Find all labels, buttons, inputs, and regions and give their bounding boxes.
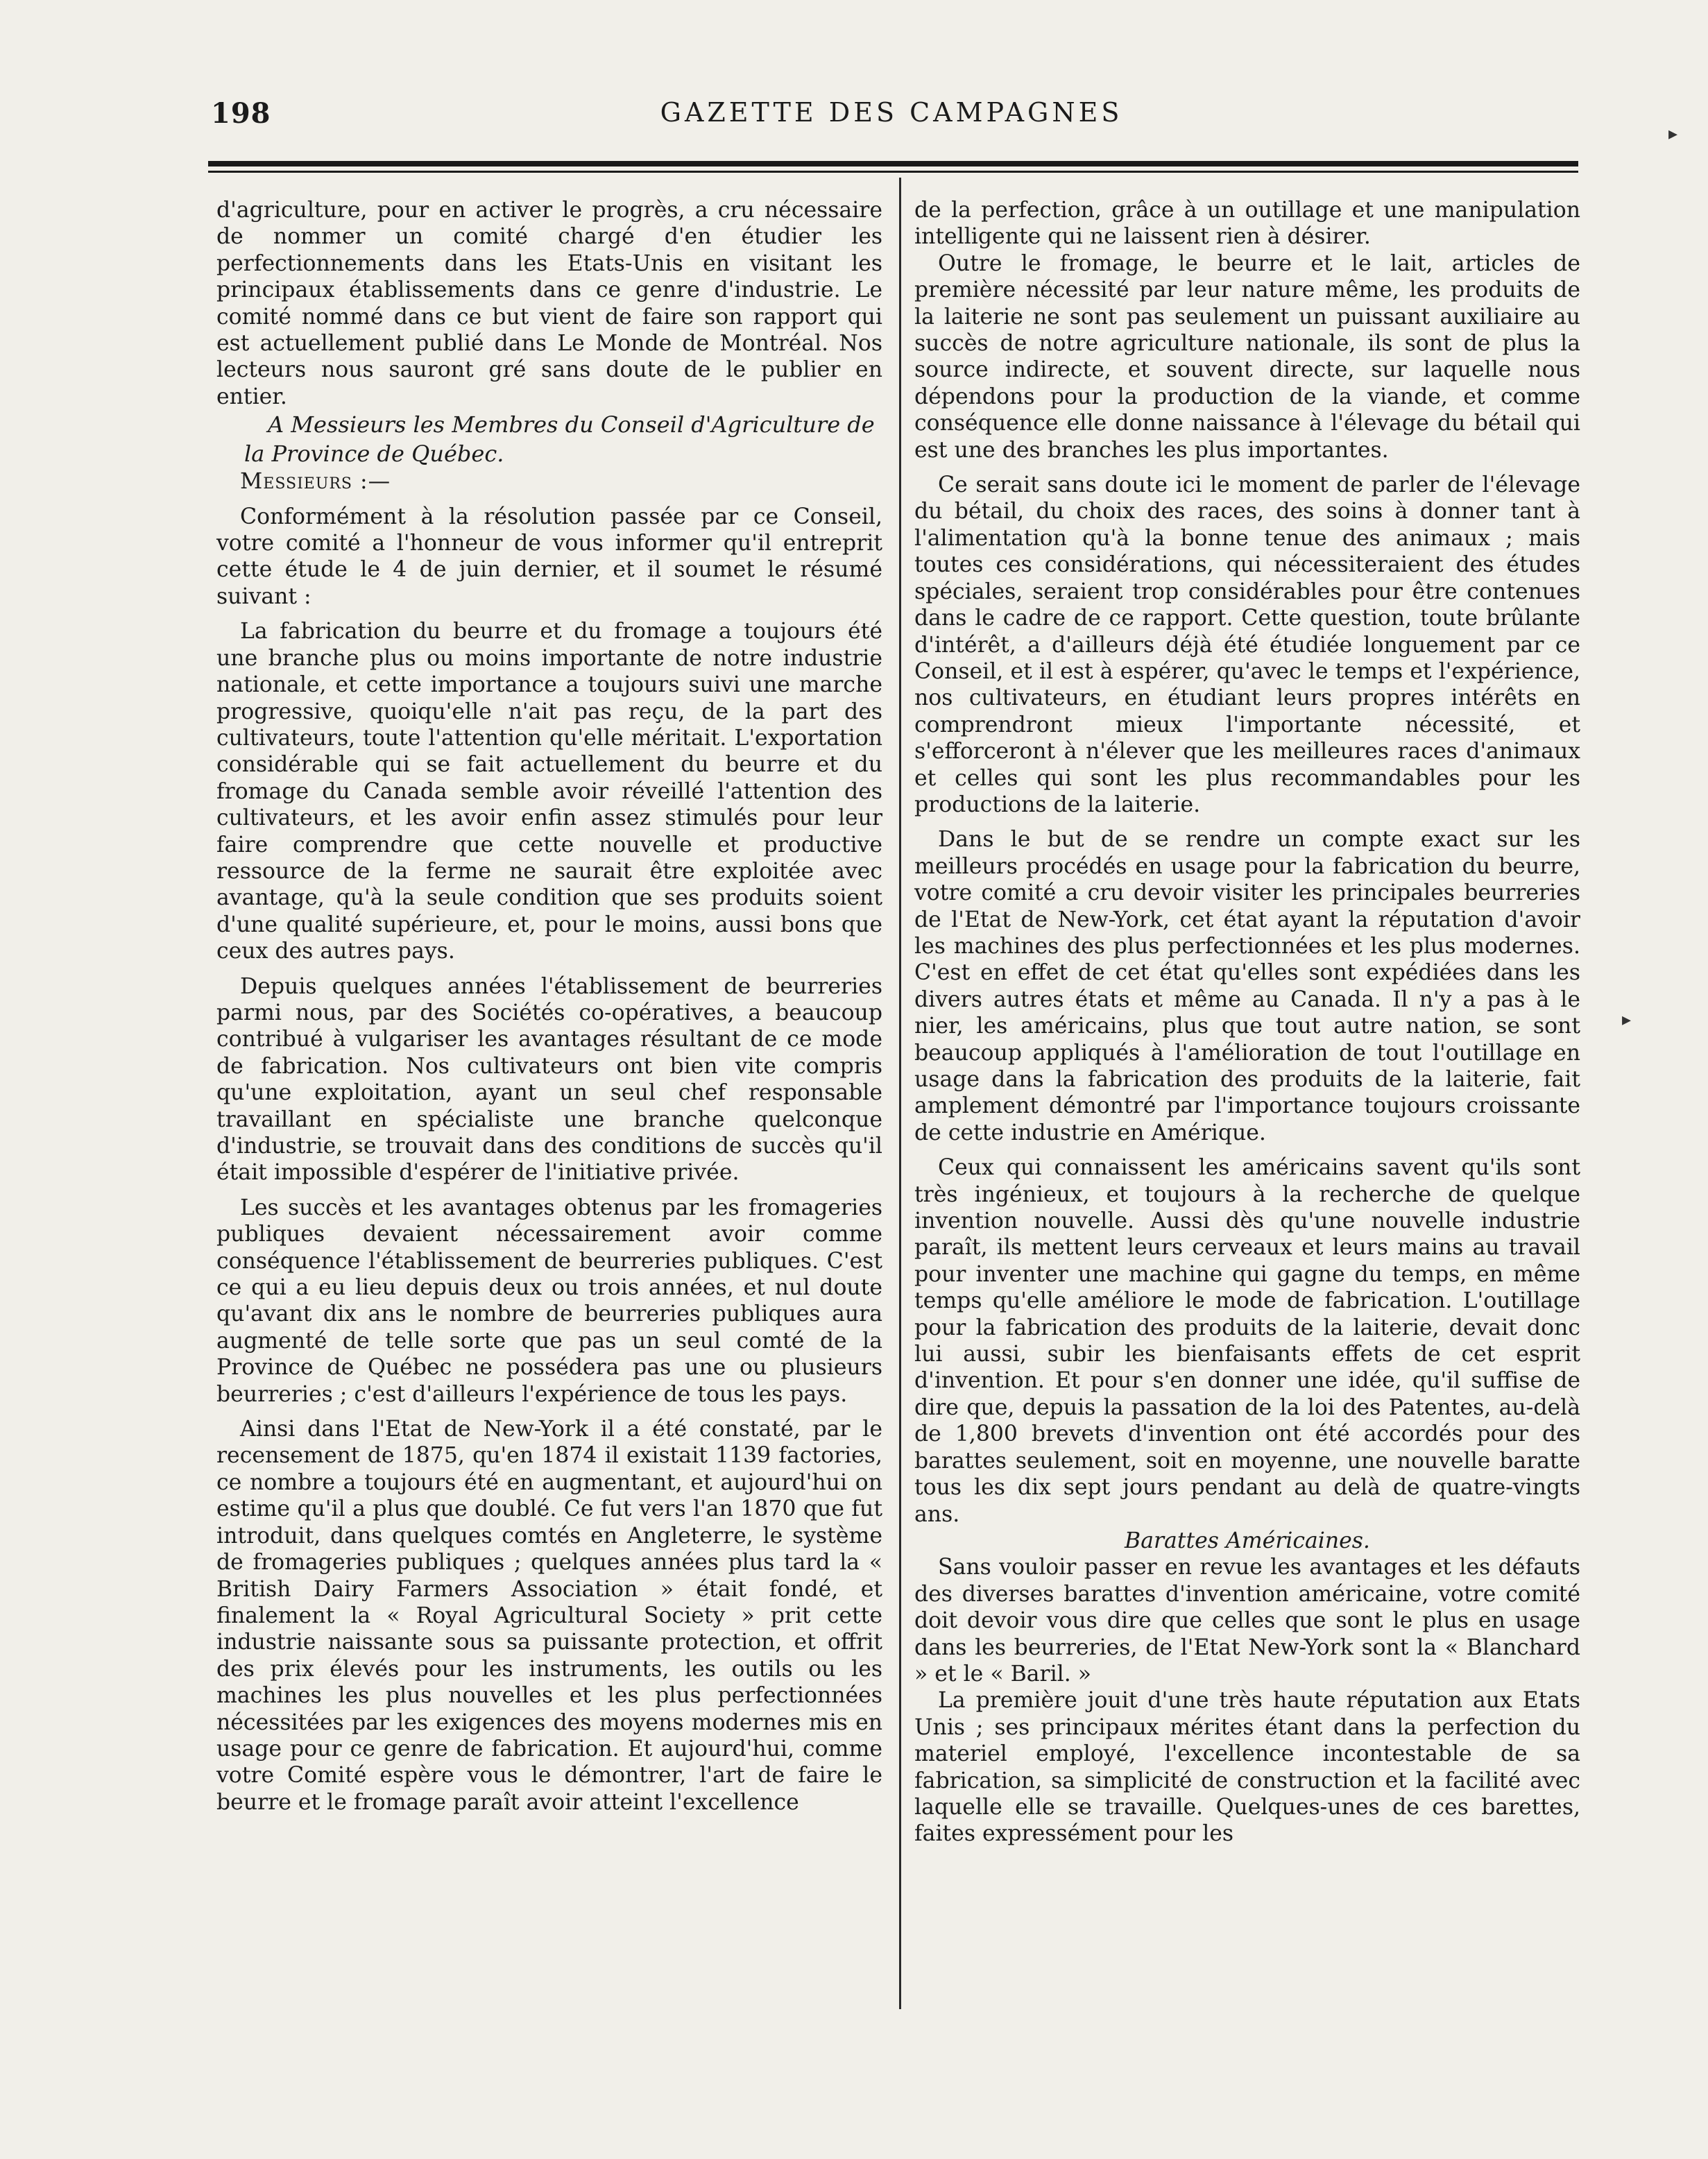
header-rule-thin bbox=[208, 171, 1578, 173]
body-paragraph: Conformément à la résolution passée par ce Conseil, votre comité a l'honneur de vous informer qu'il entreprit cette étude le 4 de juin dernier, et il soumet le résumé suivant : bbox=[216, 504, 882, 609]
left-column bbox=[216, 197, 882, 1816]
body-paragraph: Depuis quelques années l'établissement de beurreries parmi nous, par des Sociétés co-opératives, a beaucoup contribué à vulgariser les avantages résultant de ce mode de fabrication. Nos cultivateurs ont bien vite compris qu'une exploitation, ayant un seul chef responsable travaillant en spécialiste une branche quelconque d'industrie, se trouvait dans des conditions de succès qu'il était impossible d'espérer de l'initiative privée. bbox=[216, 973, 882, 1186]
margin-arrow-icon: ▸ bbox=[1622, 1009, 1632, 1030]
body-paragraph: Ce serait sans doute ici le moment de parler de l'élevage du bétail, du choix des races, des soins à donner tant à l'alimentation qu'à la bonne tenue des animaux ; mais toutes ces considérations, qui nécessiteraient des études spéciales, seraient trop considérables pour être contenues dans le cadre de ce rapport. Cette question, toute brûlante d'intérêt, a d'ailleurs déjà été étudiée longuement par ce Conseil, et il est à espérer, qu'avec le temps et l'expérience, nos cultivateurs, en étudiant leurs propres intérêts en comprendront mieux l'importante nécessité, et s'efforceront à n'élever que les meilleures races d'animaux et celles qui sont les plus recommandables pour les productions de la laiterie. bbox=[914, 472, 1580, 817]
section-subheading: Barattes Américaines. bbox=[1125, 1528, 1370, 1553]
body-paragraph: La fabrication du beurre et du fromage a toujours été une branche plus ou moins importante de notre industrie nationale, et cette importance a toujours suivi une marche progressive, quoiqu'elle n'ait pas reçu, de la part des cultivateurs, toute l'attention qu'elle méritait. L'exportation considérable qui se fait actuellement du beurre et du fromage du Canada semble avoir réveillé l'attention des cultivateurs, et les avoir enfin assez stimulés pour leur faire comprendre que cette nouvelle et productive ressource de la ferme ne saurait être exploitée avec avantage, qu'à la seule condition que ses produits soient d'une qualité supérieure, et, pour le moins, aussi bons que ceux des autres pays. bbox=[216, 619, 882, 964]
letter-address: A Messieurs les Membres du Conseil d'Agriculture de la Province de Québec. bbox=[244, 411, 875, 468]
right-column bbox=[914, 197, 1580, 1847]
page-number: 198 bbox=[211, 97, 271, 130]
body-paragraph: Ainsi dans l'Etat de New-York il a été constaté, par le recensement de 1875, qu'en 1874 il existait 1139 factories, ce nombre a toujours été en augmentant, et aujourd'hui on estime qu'il a plus que doublé. Ce fut vers l'an 1870 que fut introduit, dans quelques comtés en Angleterre, le système de fromageries publiques ; quelques années plus tard la « British Dairy Farmers Association » était fondé, et finalement la « Royal Agricultural Society » prit cette industrie naissante sous sa puissante protection, et offrit des prix élevés pour les instruments, les outils ou les machines les plus nouvelles et les plus perfectionnées nécessitées par les exigences des moyens modernes mis en usage pour ce genre de fabrication. Et aujourd'hui, comme votre Comité espère vous le démontrer, l'art de faire le beurre et le fromage paraît avoir atteint l'excellence bbox=[216, 1417, 882, 1815]
header-rule-thick bbox=[208, 161, 1578, 167]
letter-salutation: Messieurs :— bbox=[240, 469, 391, 495]
page-header bbox=[201, 94, 1582, 136]
journal-title: GAZETTE DES CAMPAGNES bbox=[660, 97, 1123, 128]
body-paragraph: Ceux qui connaissent les américains savent qu'ils sont très ingénieux, et toujours à la recherche de quelque invention nouvelle. Aussi dès qu'une nouvelle industrie paraît, ils mettent leurs cerveaux et leurs mains au travail pour inventer une machine qui gagne du temps, en même temps qu'elle améliore le mode de fabrication. L'outillage pour la fabrication des produits de la laiterie, devait donc lui aussi, subir les bienfaisants effets de cet esprit d'invention. Et pour s'en donner une idée, qu'il suffise de dire que, depuis la passation de la loi des Patentes, au-delà de 1,800 brevets d'invention ont été accordés pour des barattes seulement, soit en moyenne, une nouvelle baratte tous les dix sept jours pendant au delà de quatre-vingts ans. bbox=[914, 1155, 1580, 1527]
body-paragraph: Sans vouloir passer en revue les avantages et les défauts des diverses barattes d'invention américaine, votre comité doit devoir vous dire que celles que sont le plus en usage dans les beurreries, de l'Etat New-York sont la « Blanchard » et le « Baril. » bbox=[914, 1555, 1580, 1687]
body-paragraph: La première jouit d'une très haute réputation aux Etats Unis ; ses principaux mérites étant dans la perfection du materiel employé, l'excellence incontestable de sa fabrication, sa simplicité de construction et la facilité avec laquelle elle se travaille. Quelques-unes de ces barettes, faites expressément pour les bbox=[914, 1688, 1580, 1847]
body-paragraph: Outre le fromage, le beurre et le lait, articles de première nécessité par leur nature même, les produits de la laiterie ne sont pas seulement un puissant auxiliaire au succès de notre agriculture nationale, ils sont de plus la source indirecte, et souvent directe, sur laquelle nous dépendons pour la production de la viande, et comme conséquence elle donne naissance à l'élevage du bétail qui est une des branches les plus importantes. bbox=[914, 250, 1580, 463]
body-paragraph: Les succès et les avantages obtenus par les fromageries publiques devaient nécessairement avoir comme conséquence l'établissement de beurreries publiques. C'est ce qui a eu lieu depuis deux ou trois années, et nul doute qu'avant dix ans le nombre de beurreries publiques aura augmenté de telle sorte que pas un seul comté de la Province de Québec ne possédera pas une ou plusieurs beurreries ; c'est d'ailleurs l'expérience de tous les pays. bbox=[216, 1195, 882, 1407]
body-paragraph: Dans le but de se rendre un compte exact sur les meilleurs procédés en usage pour la fabrication du beurre, votre comité a cru devoir visiter les principales beurreries de l'Etat de New-York, cet état ayant la réputation d'avoir les machines des plus perfectionnées et les plus modernes. C'est en effet de cet état qu'elles sont expédiées dans les divers autres états et même au Canada. Il n'y a pas à le nier, les américains, plus que tout autre nation, se sont beaucoup appliqués à l'amélioration de tout l'outillage en usage dans la fabrication des produits de la laiterie, fait amplement démontré par l'importance toujours croissante de cette industrie en Amérique. bbox=[914, 827, 1580, 1145]
column-divider bbox=[899, 178, 901, 2009]
intro-paragraph: d'agriculture, pour en activer le progrès, a cru nécessaire de nommer un comité chargé d'en étudier les perfectionnements dans les Etats-Unis en visitant les principaux établissements dans ce genre d'industrie. Le comité nommé dans ce but vient de faire son rapport qui est actuellement publié dans Le Monde de Montréal. Nos lecteurs nous sauront gré sans doute de le publier en entier. bbox=[216, 198, 882, 409]
margin-arrow-icon: ▸ bbox=[1668, 123, 1678, 144]
body-paragraph: de la perfection, grâce à un outillage et une manipulation intelligente qui ne laissent rien à désirer. bbox=[914, 198, 1580, 250]
